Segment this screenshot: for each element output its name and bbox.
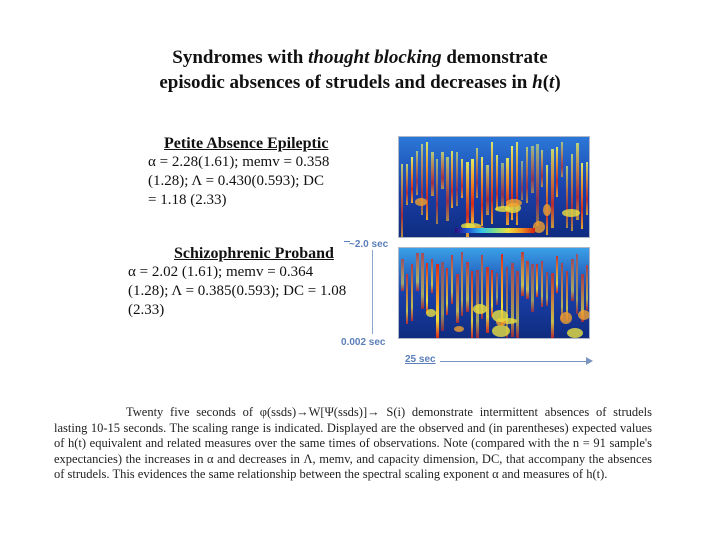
scalogram-stripe	[516, 271, 519, 338]
petite-absence-line-2: (1.28); Λ = 0.430(0.593); DC	[148, 173, 325, 189]
scalogram-stripe	[436, 159, 438, 224]
scalogram-top-svg	[399, 137, 589, 237]
scalogram-stripe	[586, 265, 588, 310]
scalogram-top-image	[398, 136, 590, 238]
scalogram-stripe	[566, 166, 568, 228]
scalogram-stripe	[441, 152, 444, 189]
title-line-2: episodic absences of strudels and decreases in h(t)	[159, 72, 561, 93]
scalogram-stripe	[531, 264, 534, 312]
scalogram-stripe	[446, 157, 449, 221]
scalogram-stripe	[451, 151, 453, 208]
scalogram-blob	[426, 309, 436, 317]
scalogram-blob	[492, 325, 510, 337]
scalogram-stripe	[491, 270, 493, 317]
scalogram-stripe	[436, 264, 439, 338]
scalogram-blob	[567, 328, 583, 338]
scalogram-stripe	[511, 263, 514, 337]
scalogram-stripe	[416, 253, 419, 291]
scalogram-bottom-image	[398, 247, 590, 339]
scalogram-blob	[560, 312, 572, 324]
scalogram-stripe	[431, 259, 433, 293]
scalogram-stripe	[581, 163, 583, 229]
scalogram-blob	[543, 204, 551, 216]
scalogram-stripe	[441, 262, 444, 331]
scalogram-stripe	[571, 154, 573, 231]
scalogram-blob	[492, 310, 508, 322]
scalogram-stripe	[551, 273, 554, 338]
scalogram-stripe	[501, 163, 504, 208]
schizophrenic-proband-line-2: (1.28); Λ = 0.385(0.593); DC = 1.08	[128, 283, 347, 299]
scalogram-stripe	[466, 262, 469, 312]
scalogram-stripe	[556, 147, 558, 197]
scalogram-stripe	[461, 159, 463, 198]
scalogram-stripe	[476, 270, 479, 338]
scalogram-stripe	[536, 264, 538, 297]
scalogram-stripe	[476, 148, 478, 198]
scalogram-stripe	[421, 253, 424, 309]
scalogram-blob	[473, 304, 487, 314]
scale-label-2sec: ~2.0 sec	[349, 239, 389, 250]
scalogram-blob	[495, 206, 511, 212]
scalogram-stripe	[486, 165, 489, 215]
scalogram-stripe	[576, 254, 578, 314]
petite-absence-block	[148, 134, 388, 210]
scalogram-blob	[454, 326, 464, 332]
scalogram-stripe	[561, 142, 563, 177]
scalogram-stripe	[456, 274, 459, 323]
scalogram-stripe	[461, 252, 463, 316]
scalogram-stripe	[571, 259, 574, 301]
title-line-1: Syndromes with thought blocking demonstrate	[172, 47, 548, 68]
scalogram-blob	[415, 198, 427, 206]
scalogram-blob	[506, 199, 522, 207]
scalogram-stripe	[586, 162, 588, 215]
scalogram-stripe	[486, 267, 489, 333]
schizophrenic-proband-line-3: (2.33)	[128, 302, 165, 318]
scale-label-002sec: 0.002 sec	[341, 337, 386, 348]
scalogram-stripe	[526, 147, 528, 203]
scalogram-stripe	[471, 159, 474, 223]
schizophrenic-proband-heading: Schizophrenic Proband	[174, 245, 334, 262]
scalogram-stripe	[401, 259, 404, 291]
schizophrenic-proband-block	[128, 244, 368, 320]
scalogram-stripe	[536, 144, 539, 226]
scalogram-stripe	[546, 272, 548, 306]
scalogram-bottom-svg	[399, 248, 589, 338]
schizophrenic-proband-line-1: α = 2.02 (1.61); memv = 0.364	[128, 264, 314, 280]
scale-range-line	[372, 250, 373, 334]
scalogram-stripe	[481, 157, 483, 226]
time-label-25sec: 25 sec	[405, 354, 436, 365]
petite-absence-line-3: = 1.18 (2.33)	[148, 192, 227, 208]
scalogram-stripe	[546, 165, 548, 235]
scalogram-stripe	[456, 152, 458, 206]
scalogram-stripe	[426, 263, 428, 314]
scalogram-stripe	[576, 143, 579, 220]
scalogram-stripe	[406, 164, 408, 205]
scalogram-blob	[562, 209, 580, 217]
scalogram-stripe	[426, 142, 428, 220]
time-arrow-head-icon	[586, 357, 593, 365]
scalogram-stripe	[521, 252, 524, 296]
scalogram-stripe	[491, 142, 493, 224]
scalogram-stripe	[521, 161, 523, 200]
scalogram-stripe	[406, 274, 408, 324]
scalogram-stripe	[431, 152, 434, 196]
caption-text: Twenty five seconds of φ(ssds)→W[Ψ(ssds)]→ S(i) demonstrate intermittent absences of strudels lasting 10-15 seconds. The scaling range is indicated. Displayed are the observed and (in parentheses) expected values of h(t) equivalent and related measures over the same times of observations. Note (compared with the n = 91 sample's expectancies) the increases in α and decreases in Λ, memv, and capacity dimension, DC, that accompany the absences of strudels. This evidences the same relationship between the spectral scaling exponent α and measures of h(t).	[54, 405, 652, 481]
petite-absence-line-1: α = 2.28(1.61); memv = 0.358	[148, 154, 330, 170]
figure-caption	[54, 405, 652, 483]
slide-title	[110, 45, 610, 95]
scalogram-stripe	[556, 256, 558, 293]
time-arrow-line	[440, 361, 588, 362]
scalogram-stripe	[416, 151, 418, 195]
scalogram-stripe	[506, 158, 509, 225]
scalogram-stripe	[541, 261, 543, 307]
scalogram-stripe	[496, 155, 498, 210]
scalogram-stripe	[531, 146, 534, 193]
scalogram-stripe	[411, 157, 413, 203]
scalogram-stripe	[411, 264, 413, 321]
scalogram-stripe	[496, 273, 498, 305]
scalogram-stripe	[526, 261, 529, 299]
scalogram-stripe	[401, 164, 403, 237]
scalogram-stripe	[451, 255, 453, 304]
colorbar	[455, 228, 535, 233]
petite-absence-heading: Petite Absence Epileptic	[164, 135, 329, 152]
scalogram-stripe	[446, 268, 448, 315]
scalogram-stripe	[551, 149, 554, 228]
scalogram-stripe	[561, 263, 563, 321]
scalogram-stripe	[471, 271, 473, 338]
scalogram-stripe	[541, 150, 543, 187]
